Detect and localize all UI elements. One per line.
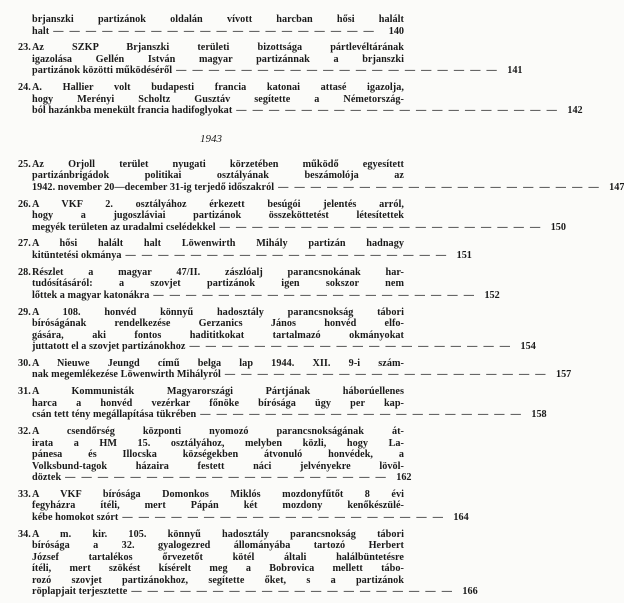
entry-text: kitüntetési okmánya bbox=[32, 249, 122, 261]
toc-entry-line bbox=[18, 26, 404, 38]
entry-text: döztek bbox=[32, 472, 62, 484]
toc-entry-line bbox=[18, 170, 404, 182]
entry-text: röplapjait terjesztette bbox=[32, 586, 128, 598]
toc-entry-line bbox=[18, 65, 523, 77]
entry-text: fegyházra ítéli, mert Pápán két mozdony kenőkészülé- bbox=[32, 500, 404, 512]
entry-text: tudósításáról: a szovjet partizánok igen sokszor nem bbox=[32, 278, 404, 290]
toc-entry-line bbox=[18, 409, 547, 421]
page-number: 152 bbox=[484, 289, 500, 301]
toc-list-1943 bbox=[18, 158, 624, 598]
leader-dashes: — — — — — — — — — — — — — — — — — — — — bbox=[236, 105, 559, 117]
entry-text: megyék területen az uradalmi cselédekkel bbox=[32, 221, 216, 233]
toc-entry-line bbox=[18, 181, 624, 194]
toc-entry-line bbox=[18, 461, 404, 473]
leader-dashes: — — — — — — — — — — — — — — — — — — — — bbox=[219, 221, 542, 233]
toc-entry-line bbox=[18, 238, 404, 250]
toc-entry-line bbox=[18, 105, 583, 117]
leader-dashes: — — — — — — — — — — — — — — — — — — — — bbox=[125, 249, 448, 261]
toc-entry-line bbox=[18, 307, 404, 319]
toc-entry-line bbox=[18, 249, 472, 262]
toc-entry-line bbox=[18, 159, 404, 171]
entry-number: 27. bbox=[18, 238, 31, 250]
toc-entry-line bbox=[18, 289, 500, 302]
entry-number: 24. bbox=[18, 82, 31, 94]
entry-number: 31. bbox=[18, 386, 31, 398]
toc-entry-line bbox=[18, 199, 404, 211]
toc-entry-line bbox=[18, 82, 404, 94]
toc-entry-line bbox=[18, 512, 469, 524]
entry-text: lőttek a magyar katonákra bbox=[32, 289, 150, 301]
toc-entry bbox=[18, 488, 469, 524]
toc-list-top bbox=[18, 14, 583, 117]
entry-text: ítéli, mert szökést kísérelt meg a Bobrovica mellett tábo- bbox=[32, 563, 404, 575]
entry-text: igazolása Gellén István magyar partizánnak a brjanszki bbox=[32, 53, 404, 65]
toc-entry-line bbox=[18, 386, 404, 398]
page-number: 147 bbox=[609, 181, 624, 193]
year-heading: 1943 bbox=[200, 132, 222, 145]
entry-text: rozó szovjet partizánokhoz, segítette őket, s a partizánok bbox=[32, 574, 404, 586]
toc-entry-line bbox=[18, 438, 404, 450]
toc-entry-line bbox=[18, 210, 404, 222]
toc-entry-line bbox=[18, 472, 412, 484]
toc-entry-line bbox=[18, 267, 404, 279]
toc-entry-line bbox=[18, 369, 572, 381]
entry-text: A. Hallier volt budapesti francia katonai attasé igazolja, bbox=[32, 82, 404, 94]
toc-entry bbox=[18, 306, 536, 353]
page-number: 151 bbox=[456, 249, 472, 261]
toc-entry-line bbox=[18, 489, 404, 501]
toc-entry bbox=[18, 266, 500, 302]
entry-text: Az Orjoll terület nyugati körzetében működő egyesített bbox=[32, 158, 404, 170]
entry-text: A csendőrség központi nyomozó parancsnokságának át- bbox=[32, 426, 404, 437]
toc-entry-line bbox=[18, 318, 404, 330]
entry-text: bírósága a 32. gyalogezred állományába tartozó Herbert bbox=[32, 540, 404, 552]
entry-text: Részlet a magyar 47/II. zászlóalj parancsnokának har- bbox=[32, 266, 404, 278]
toc-entry-line bbox=[18, 94, 404, 106]
toc-entry bbox=[18, 426, 412, 484]
entry-text: pánesa és Illocska községekben átvonuló honvédek, a bbox=[32, 449, 404, 461]
entry-number: 34. bbox=[18, 528, 31, 540]
entry-text: A Nieuwe Jeungd című belga lap 1944. XII. 9-i szám- bbox=[32, 357, 404, 369]
leader-dashes: — — — — — — — — — — — — — — — — — — — — bbox=[278, 181, 601, 193]
entry-text: József tartalékos őrvezetőt kötél általi halálbüntetésre bbox=[32, 551, 404, 563]
toc-entry-line bbox=[18, 14, 404, 26]
entry-text: ból hazánkba menekült francia hadifoglyokat bbox=[32, 105, 233, 117]
toc-entry bbox=[18, 528, 478, 598]
entry-text: A Kommunisták Magyarországi Pártjának háborúellenes bbox=[32, 386, 404, 398]
entry-text: halt bbox=[32, 25, 50, 37]
toc-entry-line bbox=[18, 500, 404, 512]
toc-entry-line bbox=[18, 54, 404, 66]
entry-number: 29. bbox=[18, 306, 31, 318]
leader-dashes: — — — — — — — — — — — — — — — — — — — — bbox=[176, 65, 499, 77]
entry-text: Az SZKP Brjanszki területi bizottsága pártlevéltárának bbox=[32, 42, 404, 54]
entry-text: A 108. honvéd könnyű hadosztály parancsnokság tábori bbox=[32, 306, 404, 318]
entry-text: bíróságának rendelkezése Gerzanics János honvéd elfo- bbox=[32, 318, 404, 330]
toc-entry-line bbox=[18, 552, 404, 564]
toc-entry bbox=[18, 14, 404, 37]
entry-number: 23. bbox=[18, 42, 31, 54]
leader-dashes: — — — — — — — — — — — — — — — — — — — — bbox=[224, 369, 548, 381]
toc-entry bbox=[18, 82, 583, 117]
page-number: 157 bbox=[555, 369, 572, 381]
toc-entry-line bbox=[18, 563, 404, 575]
page-number: 150 bbox=[550, 221, 566, 233]
page-number: 166 bbox=[462, 586, 478, 598]
toc-entry-line bbox=[18, 398, 404, 410]
entry-text: A hősi halált halt Löwenwirth Mihály partizán hadnagy bbox=[32, 238, 404, 250]
page-number: 140 bbox=[388, 25, 404, 37]
entry-text: 1942. november 20—december 31-ig terjedő időszakról bbox=[32, 181, 275, 193]
leader-dashes: — — — — — — — — — — — — — — — — — — — — bbox=[131, 586, 454, 598]
toc-entry-line bbox=[18, 42, 404, 54]
leader-dashes: — — — — — — — — — — — — — — — — — — — — bbox=[200, 409, 523, 421]
page-number: 162 bbox=[396, 472, 412, 484]
toc-entry-line bbox=[18, 449, 404, 461]
toc-entry-line bbox=[18, 221, 566, 234]
entry-text: brjanszki partizánok oldalán vívott harcban hősi halált bbox=[32, 14, 404, 25]
toc-entry-line bbox=[18, 358, 404, 370]
toc-entry bbox=[18, 386, 547, 421]
page-number: 158 bbox=[531, 409, 547, 421]
entry-text: irata a HM 15. osztályához, melyben közli, hogy La- bbox=[32, 437, 404, 449]
toc-entry-line bbox=[18, 341, 536, 353]
entry-text: juttatott el a szovjet partizánokhoz bbox=[32, 341, 186, 353]
entry-text: kébe homokot szórt bbox=[32, 512, 119, 524]
page-number: 154 bbox=[520, 341, 536, 353]
page-number: 164 bbox=[453, 512, 469, 524]
entry-number: 26. bbox=[18, 198, 31, 210]
entry-number: 30. bbox=[18, 357, 31, 369]
toc-entry-line bbox=[18, 426, 404, 438]
toc-entry bbox=[18, 158, 624, 194]
toc-entry-line bbox=[18, 540, 404, 552]
entry-text: A VKF 2. osztályához érkezett besúgói jelentés arról, bbox=[32, 198, 404, 210]
leader-dashes: — — — — — — — — — — — — — — — — — — — — bbox=[122, 512, 445, 524]
entry-text: A VKF bírósága Domonkos Miklós mozdonyfűtőt 8 évi bbox=[32, 488, 404, 500]
toc-entry-line bbox=[18, 575, 404, 587]
toc-entry bbox=[18, 238, 472, 261]
leader-dashes: — — — — — — — — — — — — — — — — — — — — bbox=[65, 472, 388, 484]
leader-dashes: — — — — — — — — — — — — — — — — — — — — bbox=[53, 25, 376, 37]
toc-entry-line bbox=[18, 278, 404, 290]
entry-text: partizánbrigádok politikai osztályának beszámolója az bbox=[32, 170, 404, 182]
leader-dashes: — — — — — — — — — — — — — — — — — — — — bbox=[153, 289, 476, 301]
toc-entry bbox=[18, 198, 566, 234]
entry-number: 28. bbox=[18, 266, 31, 278]
entry-number: 33. bbox=[18, 488, 31, 500]
entry-text: nak megemlékezése Löwenwirth Mihályról bbox=[32, 369, 221, 381]
entry-text: hogy Merényi Scholtz Gusztáv segítette a Németország- bbox=[32, 93, 404, 105]
toc-entry-line bbox=[18, 529, 404, 541]
entry-text: hogy a jugoszláviai partizánok összeköttetést létesítettek bbox=[32, 210, 404, 222]
entry-text: Volksbund-tagok házaira festett náci jelvényekre lövöl- bbox=[32, 460, 404, 472]
toc-entry bbox=[18, 42, 523, 77]
entry-text: harca a honvéd vezérkar főnöke bírósága ügy per kap- bbox=[32, 397, 404, 409]
leader-dashes: — — — — — — — — — — — — — — — — — — — — bbox=[189, 341, 512, 353]
table-of-contents bbox=[18, 14, 624, 603]
page-number: 142 bbox=[567, 105, 583, 117]
toc-entry-line bbox=[18, 330, 404, 342]
entry-text: csán tett tény megállapítása tükrében bbox=[32, 409, 197, 421]
entry-text: gására, aki fontos hadititkokat tartalmazó okmányokat bbox=[32, 329, 404, 341]
entry-number: 25. bbox=[18, 158, 31, 170]
page-number: 141 bbox=[507, 65, 523, 77]
entry-text: partizánok közötti működéséről bbox=[32, 65, 173, 77]
toc-entry bbox=[18, 357, 572, 381]
entry-text: A m. kir. 105. könnyű hadosztály parancsnokság tábori bbox=[32, 528, 404, 540]
toc-entry-line bbox=[18, 586, 478, 598]
entry-number: 32. bbox=[18, 426, 31, 437]
